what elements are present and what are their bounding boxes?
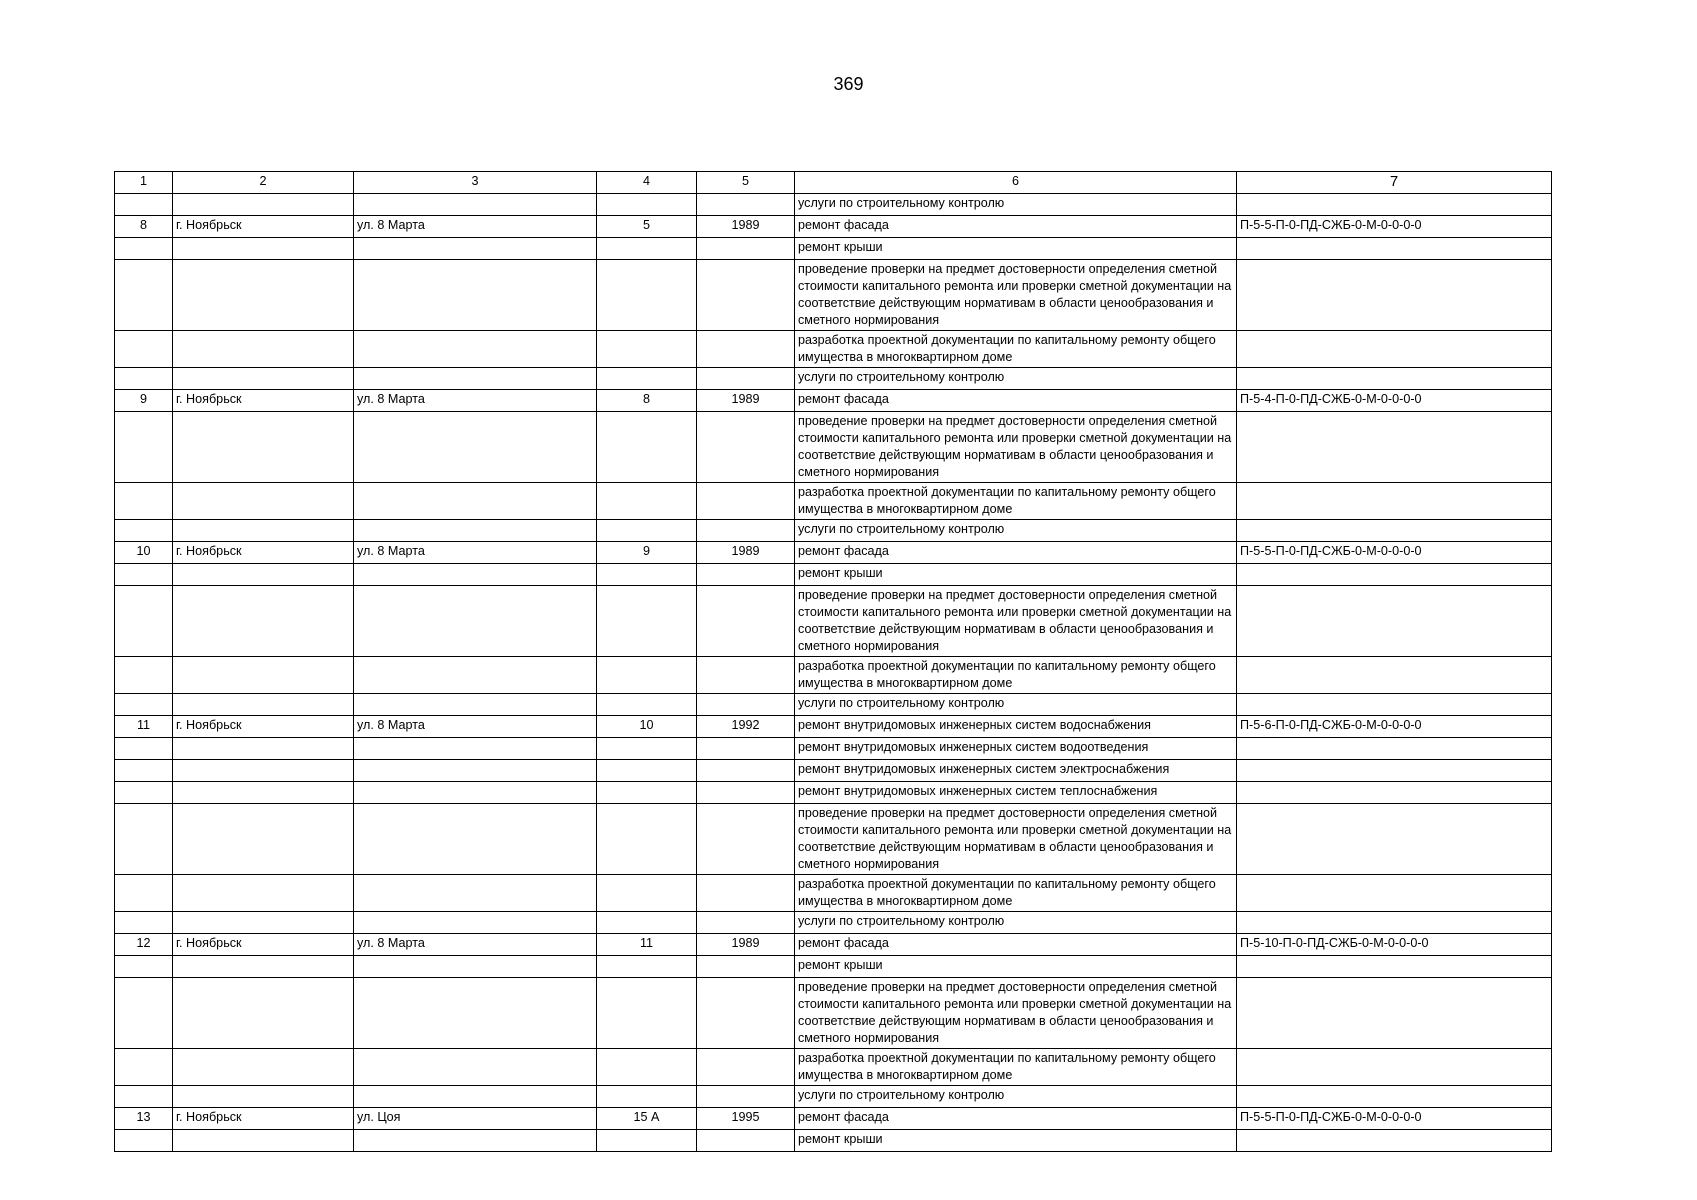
building-code-cell [1237, 1086, 1552, 1108]
table-row [115, 782, 1552, 804]
building-code-cell [1237, 956, 1552, 978]
street-cell [354, 804, 597, 875]
column-header-3: 3 [354, 172, 597, 194]
house-number-cell [597, 956, 697, 978]
table-row [115, 716, 1552, 738]
house-number-cell [597, 760, 697, 782]
street-cell [354, 564, 597, 586]
year-built-cell [697, 782, 795, 804]
work-type-cell: ремонт крыши [795, 564, 1237, 586]
city-cell: г. Ноябрьск [173, 390, 354, 412]
house-number-cell [597, 657, 697, 694]
table-row [115, 331, 1552, 368]
page-number: 369 [833, 74, 864, 94]
building-code-cell: П-5-10-П-0-ПД-СЖБ-0-М-0-0-0-0 [1237, 934, 1552, 956]
work-type-cell: услуги по строительному контролю [795, 694, 1237, 716]
street-cell [354, 1130, 597, 1152]
work-type-cell: проведение проверки на предмет достоверности определения сметной стоимости капитального ремонта или проверки сметной документации на соответствие действующим нормативам в области ценообразования и сметного нормирования [795, 978, 1237, 1049]
year-built-cell [697, 694, 795, 716]
row-number-cell [115, 194, 173, 216]
house-number-cell [597, 368, 697, 390]
table-row [115, 804, 1552, 875]
table-row [115, 194, 1552, 216]
street-cell [354, 412, 597, 483]
building-code-cell [1237, 912, 1552, 934]
work-type-cell: проведение проверки на предмет достоверности определения сметной стоимости капитального ремонта или проверки сметной документации на соответствие действующим нормативам в области ценообразования и сметного нормирования [795, 260, 1237, 331]
city-cell [173, 782, 354, 804]
year-built-cell [697, 564, 795, 586]
year-built-cell [697, 483, 795, 520]
row-number-cell [115, 331, 173, 368]
street-cell: ул. 8 Марта [354, 542, 597, 564]
year-built-cell [697, 368, 795, 390]
row-number-cell: 8 [115, 216, 173, 238]
city-cell [173, 694, 354, 716]
street-cell [354, 875, 597, 912]
column-header-5: 5 [697, 172, 795, 194]
city-cell: г. Ноябрьск [173, 1108, 354, 1130]
table-row [115, 368, 1552, 390]
building-code-cell [1237, 760, 1552, 782]
house-number-cell: 11 [597, 934, 697, 956]
table-row [115, 483, 1552, 520]
building-code-cell [1237, 586, 1552, 657]
house-number-cell [597, 1086, 697, 1108]
row-number-cell [115, 520, 173, 542]
building-code-cell: П-5-4-П-0-ПД-СЖБ-0-М-0-0-0-0 [1237, 390, 1552, 412]
table-body [115, 172, 1552, 1152]
table-row [115, 912, 1552, 934]
row-number-cell [115, 804, 173, 875]
street-cell: ул. 8 Марта [354, 216, 597, 238]
table-row [115, 875, 1552, 912]
year-built-cell: 1989 [697, 542, 795, 564]
building-code-cell [1237, 564, 1552, 586]
house-number-cell [597, 194, 697, 216]
table-row [115, 1130, 1552, 1152]
street-cell [354, 331, 597, 368]
row-number-cell [115, 586, 173, 657]
work-type-cell: ремонт фасада [795, 542, 1237, 564]
row-number-cell [115, 912, 173, 934]
row-number-cell [115, 483, 173, 520]
house-number-cell [597, 586, 697, 657]
street-cell [354, 657, 597, 694]
work-type-cell: разработка проектной документации по капитальному ремонту общего имущества в многоквартирном доме [795, 1049, 1237, 1086]
house-number-cell: 5 [597, 216, 697, 238]
table-row [115, 956, 1552, 978]
house-number-cell [597, 520, 697, 542]
street-cell [354, 738, 597, 760]
building-code-cell [1237, 1130, 1552, 1152]
building-code-cell: П-5-6-П-0-ПД-СЖБ-0-М-0-0-0-0 [1237, 716, 1552, 738]
year-built-cell: 1989 [697, 934, 795, 956]
building-code-cell [1237, 694, 1552, 716]
city-cell [173, 1086, 354, 1108]
work-type-cell: ремонт фасада [795, 390, 1237, 412]
year-built-cell [697, 194, 795, 216]
table-row [115, 1049, 1552, 1086]
row-number-cell [115, 412, 173, 483]
city-cell [173, 760, 354, 782]
house-number-cell [597, 238, 697, 260]
building-code-cell [1237, 520, 1552, 542]
work-type-cell: разработка проектной документации по капитальному ремонту общего имущества в многоквартирном доме [795, 657, 1237, 694]
row-number-cell [115, 368, 173, 390]
row-number-cell: 11 [115, 716, 173, 738]
row-number-cell: 9 [115, 390, 173, 412]
street-cell: ул. 8 Марта [354, 390, 597, 412]
city-cell: г. Ноябрьск [173, 542, 354, 564]
year-built-cell: 1989 [697, 216, 795, 238]
table-row [115, 238, 1552, 260]
table-row [115, 216, 1552, 238]
city-cell: г. Ноябрьск [173, 716, 354, 738]
table-row [115, 657, 1552, 694]
row-number-cell [115, 782, 173, 804]
work-type-cell: услуги по строительному контролю [795, 194, 1237, 216]
house-number-cell [597, 782, 697, 804]
year-built-cell [697, 912, 795, 934]
building-code-cell [1237, 1049, 1552, 1086]
row-number-cell [115, 657, 173, 694]
building-code-cell: П-5-5-П-0-ПД-СЖБ-0-М-0-0-0-0 [1237, 1108, 1552, 1130]
row-number-cell: 10 [115, 542, 173, 564]
street-cell [354, 782, 597, 804]
year-built-cell [697, 738, 795, 760]
city-cell [173, 194, 354, 216]
building-code-cell: П-5-5-П-0-ПД-СЖБ-0-М-0-0-0-0 [1237, 542, 1552, 564]
column-header-6: 6 [795, 172, 1237, 194]
street-cell [354, 978, 597, 1049]
street-cell: ул. Цоя [354, 1108, 597, 1130]
street-cell [354, 1086, 597, 1108]
house-number-cell [597, 331, 697, 368]
house-number-cell: 9 [597, 542, 697, 564]
building-code-cell [1237, 978, 1552, 1049]
city-cell [173, 804, 354, 875]
table-row [115, 520, 1552, 542]
city-cell [173, 738, 354, 760]
street-cell [354, 520, 597, 542]
work-type-cell: ремонт внутридомовых инженерных систем водоотведения [795, 738, 1237, 760]
year-built-cell [697, 331, 795, 368]
table-row [115, 760, 1552, 782]
row-number-cell [115, 1049, 173, 1086]
street-cell [354, 260, 597, 331]
street-cell [354, 1049, 597, 1086]
work-type-cell: проведение проверки на предмет достоверности определения сметной стоимости капитального ремонта или проверки сметной документации на соответствие действующим нормативам в области ценообразования и сметного нормирования [795, 412, 1237, 483]
city-cell [173, 260, 354, 331]
city-cell [173, 1049, 354, 1086]
street-cell [354, 912, 597, 934]
row-number-cell [115, 875, 173, 912]
table-row [115, 1108, 1552, 1130]
street-cell [354, 368, 597, 390]
work-type-cell: услуги по строительному контролю [795, 1086, 1237, 1108]
work-type-cell: ремонт фасада [795, 934, 1237, 956]
table-row [115, 412, 1552, 483]
work-type-cell: ремонт фасада [795, 216, 1237, 238]
building-code-cell [1237, 657, 1552, 694]
street-cell [354, 694, 597, 716]
city-cell [173, 368, 354, 390]
year-built-cell [697, 1086, 795, 1108]
table-row [115, 564, 1552, 586]
row-number-cell [115, 694, 173, 716]
work-type-cell: проведение проверки на предмет достоверности определения сметной стоимости капитального ремонта или проверки сметной документации на соответствие действующим нормативам в области ценообразования и сметного нормирования [795, 804, 1237, 875]
repair-registry-table [114, 171, 1552, 1152]
table-row [115, 978, 1552, 1049]
column-header-2: 2 [173, 172, 354, 194]
year-built-cell [697, 875, 795, 912]
building-code-cell [1237, 238, 1552, 260]
house-number-cell [597, 1130, 697, 1152]
year-built-cell: 1995 [697, 1108, 795, 1130]
house-number-cell: 8 [597, 390, 697, 412]
city-cell: г. Ноябрьск [173, 934, 354, 956]
street-cell: ул. 8 Марта [354, 934, 597, 956]
street-cell [354, 238, 597, 260]
year-built-cell [697, 657, 795, 694]
city-cell [173, 564, 354, 586]
year-built-cell [697, 1130, 795, 1152]
house-number-cell [597, 804, 697, 875]
work-type-cell: разработка проектной документации по капитальному ремонту общего имущества в многоквартирном доме [795, 483, 1237, 520]
city-cell [173, 412, 354, 483]
building-code-cell: П-5-5-П-0-ПД-СЖБ-0-М-0-0-0-0 [1237, 216, 1552, 238]
work-type-cell: ремонт внутридомовых инженерных систем водоснабжения [795, 716, 1237, 738]
row-number-cell [115, 260, 173, 331]
city-cell [173, 657, 354, 694]
work-type-cell: ремонт внутридомовых инженерных систем электроснабжения [795, 760, 1237, 782]
house-number-cell [597, 694, 697, 716]
table-row [115, 260, 1552, 331]
row-number-cell: 12 [115, 934, 173, 956]
work-type-cell: ремонт внутридомовых инженерных систем теплоснабжения [795, 782, 1237, 804]
row-number-cell [115, 738, 173, 760]
year-built-cell [697, 1049, 795, 1086]
city-cell [173, 956, 354, 978]
house-number-cell: 15 А [597, 1108, 697, 1130]
work-type-cell: услуги по строительному контролю [795, 368, 1237, 390]
work-type-cell: проведение проверки на предмет достоверности определения сметной стоимости капитального ремонта или проверки сметной документации на соответствие действующим нормативам в области ценообразования и сметного нормирования [795, 586, 1237, 657]
work-type-cell: ремонт крыши [795, 238, 1237, 260]
year-built-cell [697, 978, 795, 1049]
row-number-cell [115, 238, 173, 260]
city-cell [173, 978, 354, 1049]
row-number-cell [115, 956, 173, 978]
building-code-cell [1237, 804, 1552, 875]
building-code-cell [1237, 194, 1552, 216]
row-number-cell [115, 760, 173, 782]
column-number-row [115, 172, 1552, 194]
city-cell [173, 912, 354, 934]
year-built-cell [697, 804, 795, 875]
building-code-cell [1237, 738, 1552, 760]
work-type-cell: ремонт крыши [795, 1130, 1237, 1152]
house-number-cell [597, 412, 697, 483]
work-type-cell: разработка проектной документации по капитальному ремонту общего имущества в многоквартирном доме [795, 331, 1237, 368]
year-built-cell [697, 260, 795, 331]
house-number-cell [597, 912, 697, 934]
year-built-cell [697, 760, 795, 782]
table-row [115, 586, 1552, 657]
row-number-cell [115, 564, 173, 586]
building-code-cell [1237, 331, 1552, 368]
work-type-cell: разработка проектной документации по капитальному ремонту общего имущества в многоквартирном доме [795, 875, 1237, 912]
year-built-cell [697, 412, 795, 483]
building-code-cell [1237, 875, 1552, 912]
house-number-cell [597, 564, 697, 586]
row-number-cell [115, 1086, 173, 1108]
street-cell [354, 483, 597, 520]
table-row [115, 738, 1552, 760]
work-type-cell: услуги по строительному контролю [795, 912, 1237, 934]
building-code-cell [1237, 782, 1552, 804]
city-cell [173, 331, 354, 368]
house-number-cell [597, 1049, 697, 1086]
building-code-cell [1237, 368, 1552, 390]
house-number-cell: 10 [597, 716, 697, 738]
year-built-cell: 1989 [697, 390, 795, 412]
city-cell [173, 520, 354, 542]
city-cell: г. Ноябрьск [173, 216, 354, 238]
building-code-cell [1237, 260, 1552, 331]
work-type-cell: услуги по строительному контролю [795, 520, 1237, 542]
year-built-cell: 1992 [697, 716, 795, 738]
house-number-cell [597, 978, 697, 1049]
year-built-cell [697, 956, 795, 978]
table-row [115, 694, 1552, 716]
street-cell [354, 586, 597, 657]
work-type-cell: ремонт крыши [795, 956, 1237, 978]
row-number-cell: 13 [115, 1108, 173, 1130]
house-number-cell [597, 483, 697, 520]
city-cell [173, 1130, 354, 1152]
house-number-cell [597, 875, 697, 912]
house-number-cell [597, 738, 697, 760]
year-built-cell [697, 238, 795, 260]
city-cell [173, 483, 354, 520]
table-row [115, 934, 1552, 956]
street-cell [354, 760, 597, 782]
street-cell [354, 194, 597, 216]
work-type-cell: ремонт фасада [795, 1108, 1237, 1130]
table-row [115, 542, 1552, 564]
building-code-cell [1237, 483, 1552, 520]
year-built-cell [697, 520, 795, 542]
table-row [115, 1086, 1552, 1108]
city-cell [173, 875, 354, 912]
row-number-cell [115, 978, 173, 1049]
table-row [115, 390, 1552, 412]
column-header-4: 4 [597, 172, 697, 194]
column-header-1: 1 [115, 172, 173, 194]
city-cell [173, 238, 354, 260]
street-cell [354, 956, 597, 978]
street-cell: ул. 8 Марта [354, 716, 597, 738]
row-number-cell [115, 1130, 173, 1152]
year-built-cell [697, 586, 795, 657]
building-code-cell [1237, 412, 1552, 483]
column-header-7: 7 [1237, 172, 1552, 194]
house-number-cell [597, 260, 697, 331]
city-cell [173, 586, 354, 657]
